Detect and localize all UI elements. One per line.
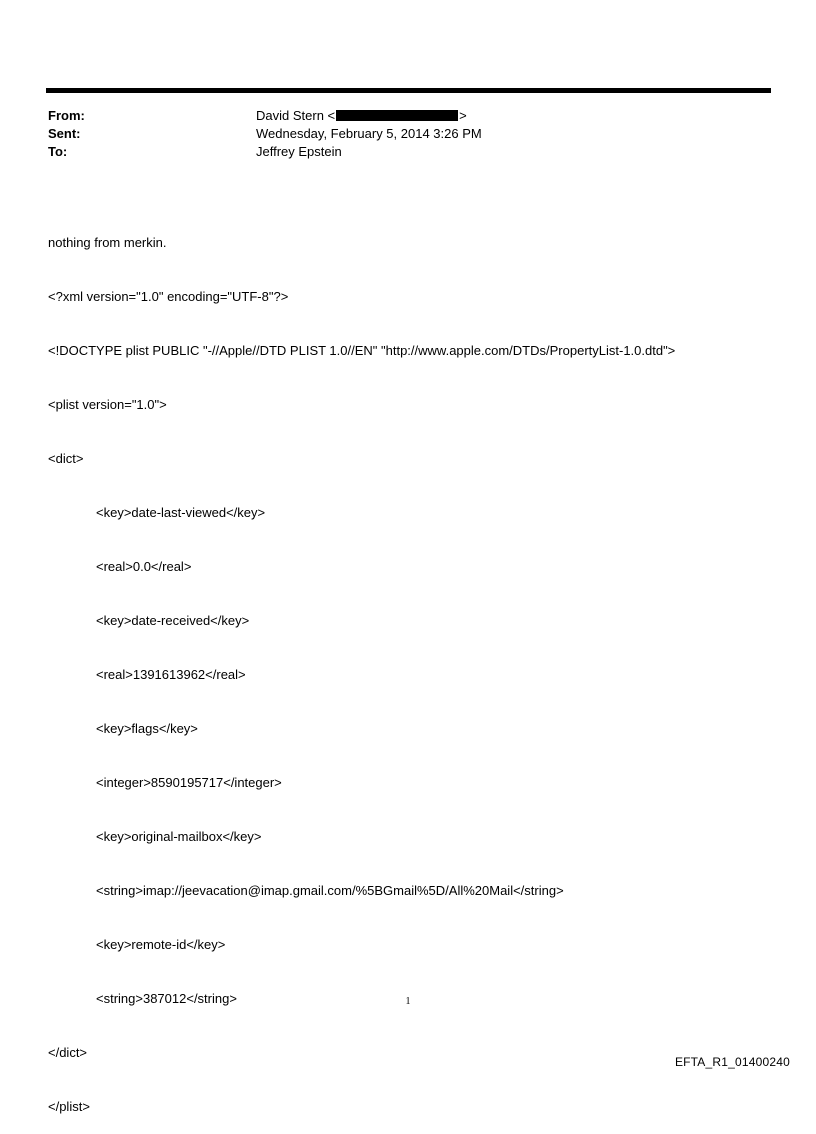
from-value xyxy=(256,107,467,125)
body-line: <!DOCTYPE plist PUBLIC "-//Apple//DTD PLIST 1.0//EN" "http://www.apple.com/DTDs/PropertyList-1.0.dtd"> xyxy=(48,343,676,358)
body-line: <?xml version="1.0" encoding="UTF-8"?> xyxy=(48,289,289,304)
to-value: Jeffrey Epstein xyxy=(256,144,342,159)
sent-label: Sent: xyxy=(48,126,81,141)
body-line: <string>387012</string> xyxy=(96,991,237,1006)
sent-value: Wednesday, February 5, 2014 3:26 PM xyxy=(256,126,482,141)
body-line: <key>date-last-viewed</key> xyxy=(96,505,266,520)
bates-number: EFTA_R1_01400240 xyxy=(674,1055,790,1069)
header-divider xyxy=(46,88,771,93)
body-line: <key>date-received</key> xyxy=(96,613,250,628)
sender-name: David Stern < xyxy=(256,108,336,123)
redaction-bar xyxy=(336,110,458,121)
body-line: </plist> xyxy=(48,1099,90,1114)
page-number: 1 xyxy=(405,996,411,1007)
body-line: <real>1391613962</real> xyxy=(96,667,246,682)
body-line: <dict> xyxy=(48,451,84,466)
body-line: <key>flags</key> xyxy=(96,721,198,736)
email-body xyxy=(48,198,675,1134)
body-line: <key>remote-id</key> xyxy=(96,937,226,952)
body-line: <plist version="1.0"> xyxy=(48,397,167,412)
to-label: To: xyxy=(48,144,68,159)
body-line: </dict> xyxy=(48,1045,88,1060)
from-label: From: xyxy=(48,108,85,123)
body-line: <integer>8590195717</integer> xyxy=(96,775,282,790)
body-line: <key>original-mailbox</key> xyxy=(96,829,262,844)
body-line: <real>0.0</real> xyxy=(96,559,192,574)
body-line: <string>imap://jeevacation@imap.gmail.com/%5BGmail%5D/All%20Mail</string> xyxy=(96,883,564,898)
sender-close: > xyxy=(459,108,467,123)
body-line: nothing from merkin. xyxy=(48,235,167,250)
